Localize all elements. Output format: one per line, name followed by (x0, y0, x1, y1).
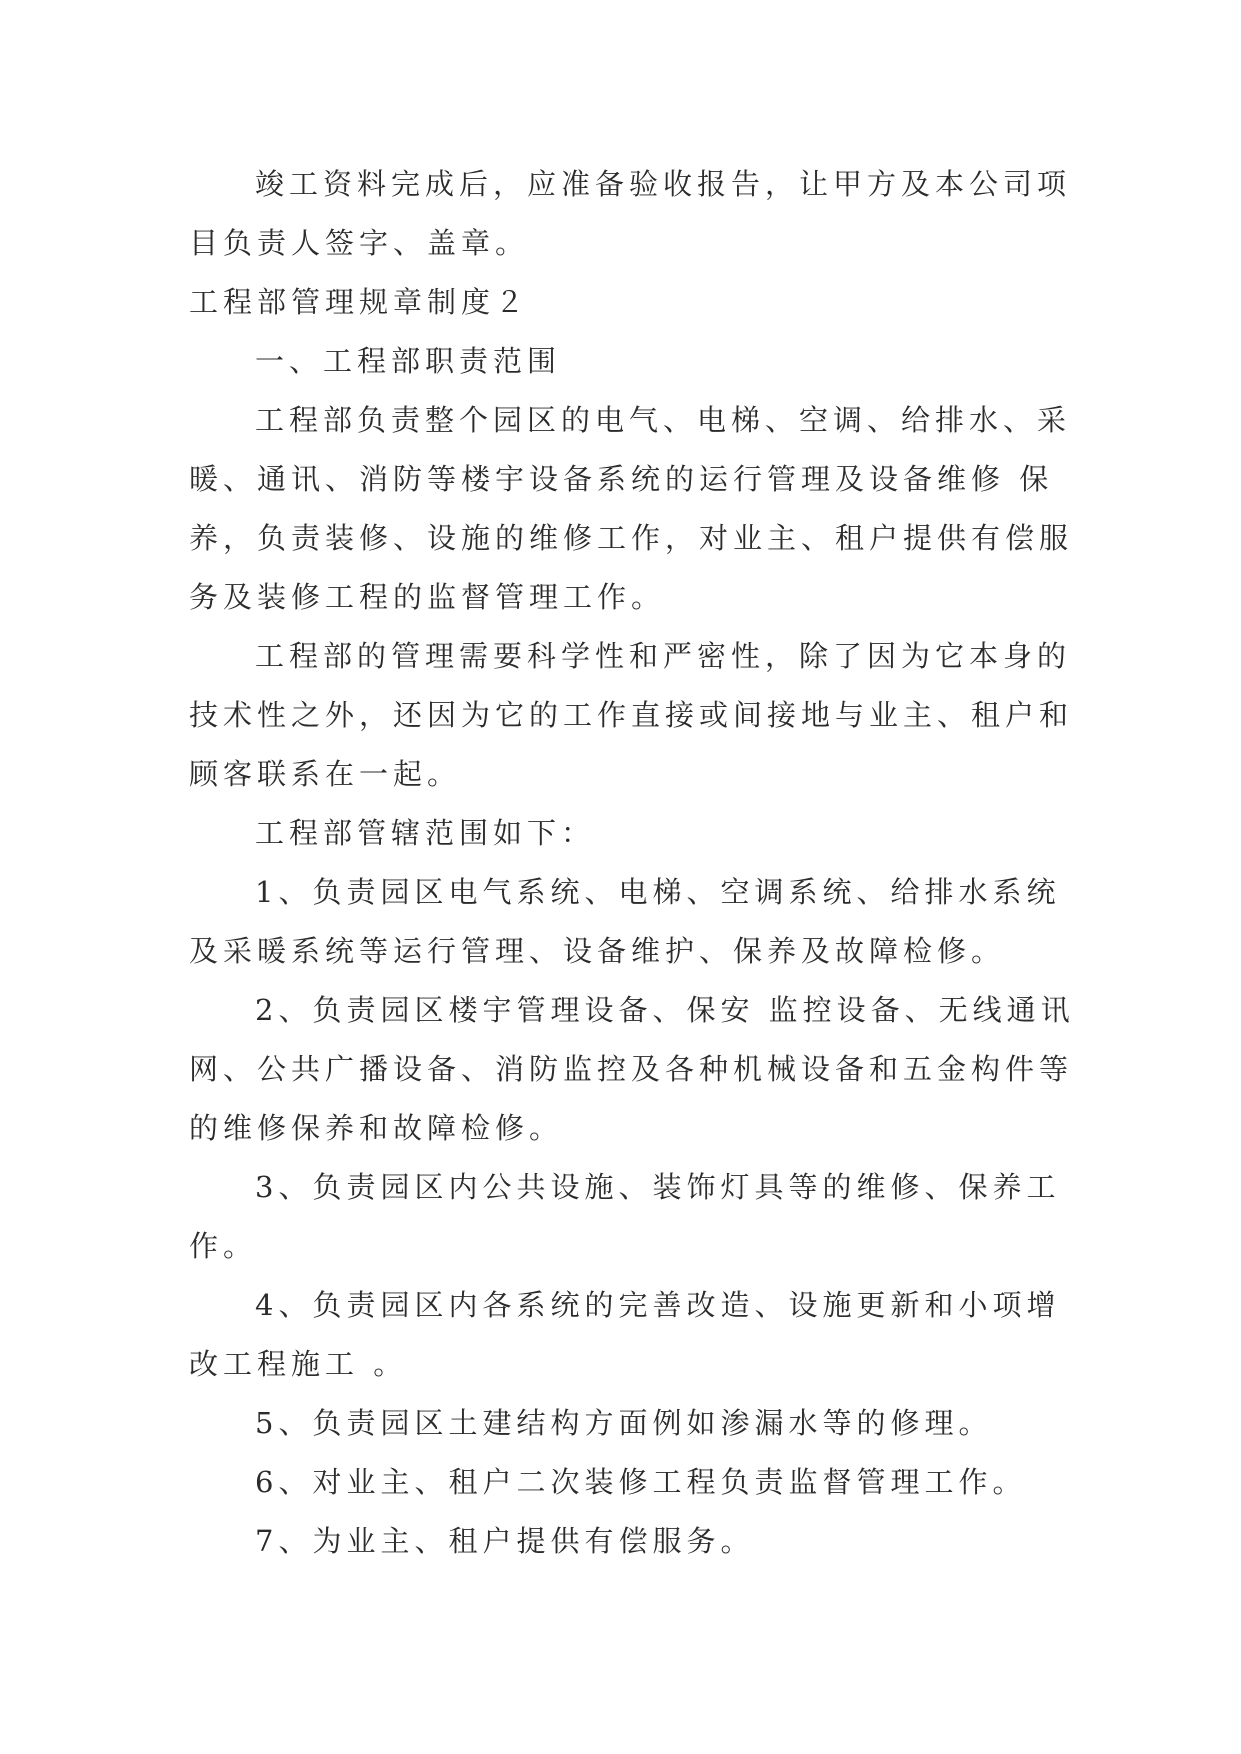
text-line: 5、负责园区土建结构方面例如渗漏水等的修理。 (255, 1406, 993, 1440)
paragraph (189, 155, 1072, 273)
text-line: 2、负责园区楼宇管理设备、保安 监控设备、无线通讯 (255, 993, 1075, 1027)
text-line: 工程部负责整个园区的电气、电梯、空调、给排水、采 (255, 403, 1072, 437)
text-line: 网、公共广播设备、消防监控及各种机械设备和五金构件等 (189, 1052, 1074, 1086)
list-item (189, 1512, 1049, 1571)
text-line: 工程部管理规章制度２ (189, 285, 530, 319)
list-item (189, 1276, 1061, 1394)
section-heading (189, 273, 1049, 332)
text-line: 改工程施工 。 (189, 1347, 408, 1381)
paragraph (189, 804, 1049, 863)
text-line: 6、对业主、租户二次装修工程负责监督管理工作。 (255, 1465, 1027, 1499)
text-line: 工程部管辖范围如下： (255, 816, 596, 850)
text-line: 3、负责园区内公共设施、装饰灯具等的维修、保养工 (255, 1170, 1061, 1204)
text-line: 顾客联系在一起。 (189, 757, 462, 791)
text-line: 竣工资料完成后，应准备验收报告，让甲方及本公司项 (255, 167, 1072, 201)
paragraph (189, 627, 1074, 804)
text-line: 及采暖系统等运行管理、设备维护、保养及故障检修。 (189, 934, 1006, 968)
text-line: 目负责人签字、盖章。 (189, 226, 530, 260)
list-item (189, 1453, 1049, 1512)
text-line: 务及装修工程的监督管理工作。 (189, 580, 666, 614)
list-item (189, 1158, 1061, 1276)
list-item (189, 863, 1061, 981)
text-line: 工程部的管理需要科学性和严密性，除了因为它本身的 (255, 639, 1072, 673)
text-line: 技术性之外，还因为它的工作直接或间接地与业主、租户和 (189, 698, 1074, 732)
list-item (189, 1394, 1049, 1453)
text-line: 7、为业主、租户提供有偿服务。 (255, 1524, 755, 1558)
document-body (189, 155, 1075, 1571)
text-line: 养，负责装修、设施的维修工作，对业主、租户提供有偿服 (189, 521, 1074, 555)
paragraph (189, 332, 1049, 391)
text-line: 一、工程部职责范围 (255, 344, 562, 378)
list-item (189, 981, 1075, 1158)
text-line: 的维修保养和故障检修。 (189, 1111, 564, 1145)
text-line: 4、负责园区内各系统的完善改造、设施更新和小项增 (255, 1288, 1061, 1322)
text-line: 作。 (189, 1229, 258, 1263)
paragraph (189, 391, 1074, 627)
text-line: 1、负责园区电气系统、电梯、空调系统、给排水系统 (255, 875, 1061, 909)
text-line: 暖、通讯、消防等楼宇设备系统的运行管理及设备维修 保 (189, 462, 1054, 496)
